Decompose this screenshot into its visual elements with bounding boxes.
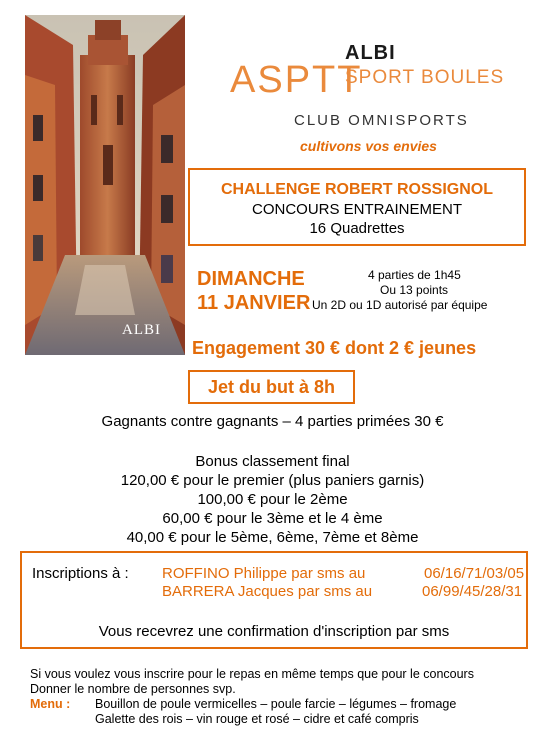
event-teams: 16 Quadrettes (309, 220, 405, 237)
logo-tagline: cultivons vos envies (300, 138, 437, 154)
footer-personnes-line: Donner le nombre de personnes svp. (30, 682, 236, 696)
inscriptions-confirmation: Vous recevrez une confirmation d'inscription par sms (98, 623, 450, 640)
asptt-logo (230, 40, 530, 165)
contact-name: BARRERA Jacques par sms au (162, 583, 373, 600)
asptt-logo-mark (230, 58, 363, 101)
logo-albi: ALBI (345, 42, 396, 64)
logo-club-omnisports: CLUB OMNISPORTS (294, 112, 469, 129)
team-rule: Un 2D ou 1D autorisé par équipe (312, 298, 488, 312)
contact-phone: 06/16/71/03/05 (424, 565, 525, 582)
albi-painting (25, 15, 185, 355)
menu-label: Menu : (30, 697, 71, 711)
parties-points: Ou 13 points (380, 283, 449, 297)
event-subtitle: CONCOURS ENTRAINEMENT (251, 201, 462, 218)
menu-line: Galette des rois – vin rouge et rosé – cidre et café compris (95, 712, 419, 726)
bonus-line: 60,00 € pour le 3ème et le 4 ème (162, 510, 383, 527)
jet-du-but-box: Jet du but à 8h (188, 370, 355, 404)
logo-sport-boules: SPORT BOULES (345, 67, 505, 88)
asptt-wordmark-icon (230, 58, 363, 101)
contact-phone: 06/99/45/28/31 (422, 583, 523, 600)
bonus-line: 100,00 € pour le 2ème (197, 491, 348, 508)
event-date: 11 JANVIER (197, 292, 311, 314)
bonus-line: 40,00 € pour le 5ème, 6ème, 7ème et 8ème (126, 529, 419, 546)
event-day: DIMANCHE (197, 268, 305, 290)
inscriptions-box (20, 551, 528, 649)
event-title: CHALLENGE ROBERT ROSSIGNOL (220, 181, 493, 198)
painting-caption: ALBI (122, 322, 161, 338)
bonus-line: 120,00 € pour le premier (plus paniers garnis) (120, 472, 425, 489)
contact-name: ROFFINO Philippe par sms au (162, 565, 366, 582)
menu-line: Bouillon de poule vermicelles – poule farcie – légumes – fromage (95, 697, 457, 711)
event-title-box (188, 168, 526, 246)
engagement-fee: Engagement 30 € dont 2 € jeunes (192, 338, 477, 358)
painting-illustration (25, 15, 185, 355)
inscriptions-label: Inscriptions à : (32, 565, 129, 582)
bonus-title: Bonus classement final (195, 453, 350, 470)
footer-repas-line: Si vous voulez vous inscrire pour le repas en même temps que pour le concours (30, 667, 474, 681)
bonus-section (0, 452, 545, 547)
gagnants-info: Gagnants contre gagnants – 4 parties primées 30 € (101, 413, 444, 430)
asptt-mark-text: ASPTT (230, 59, 363, 101)
parties-info: 4 parties de 1h45 (368, 268, 461, 282)
